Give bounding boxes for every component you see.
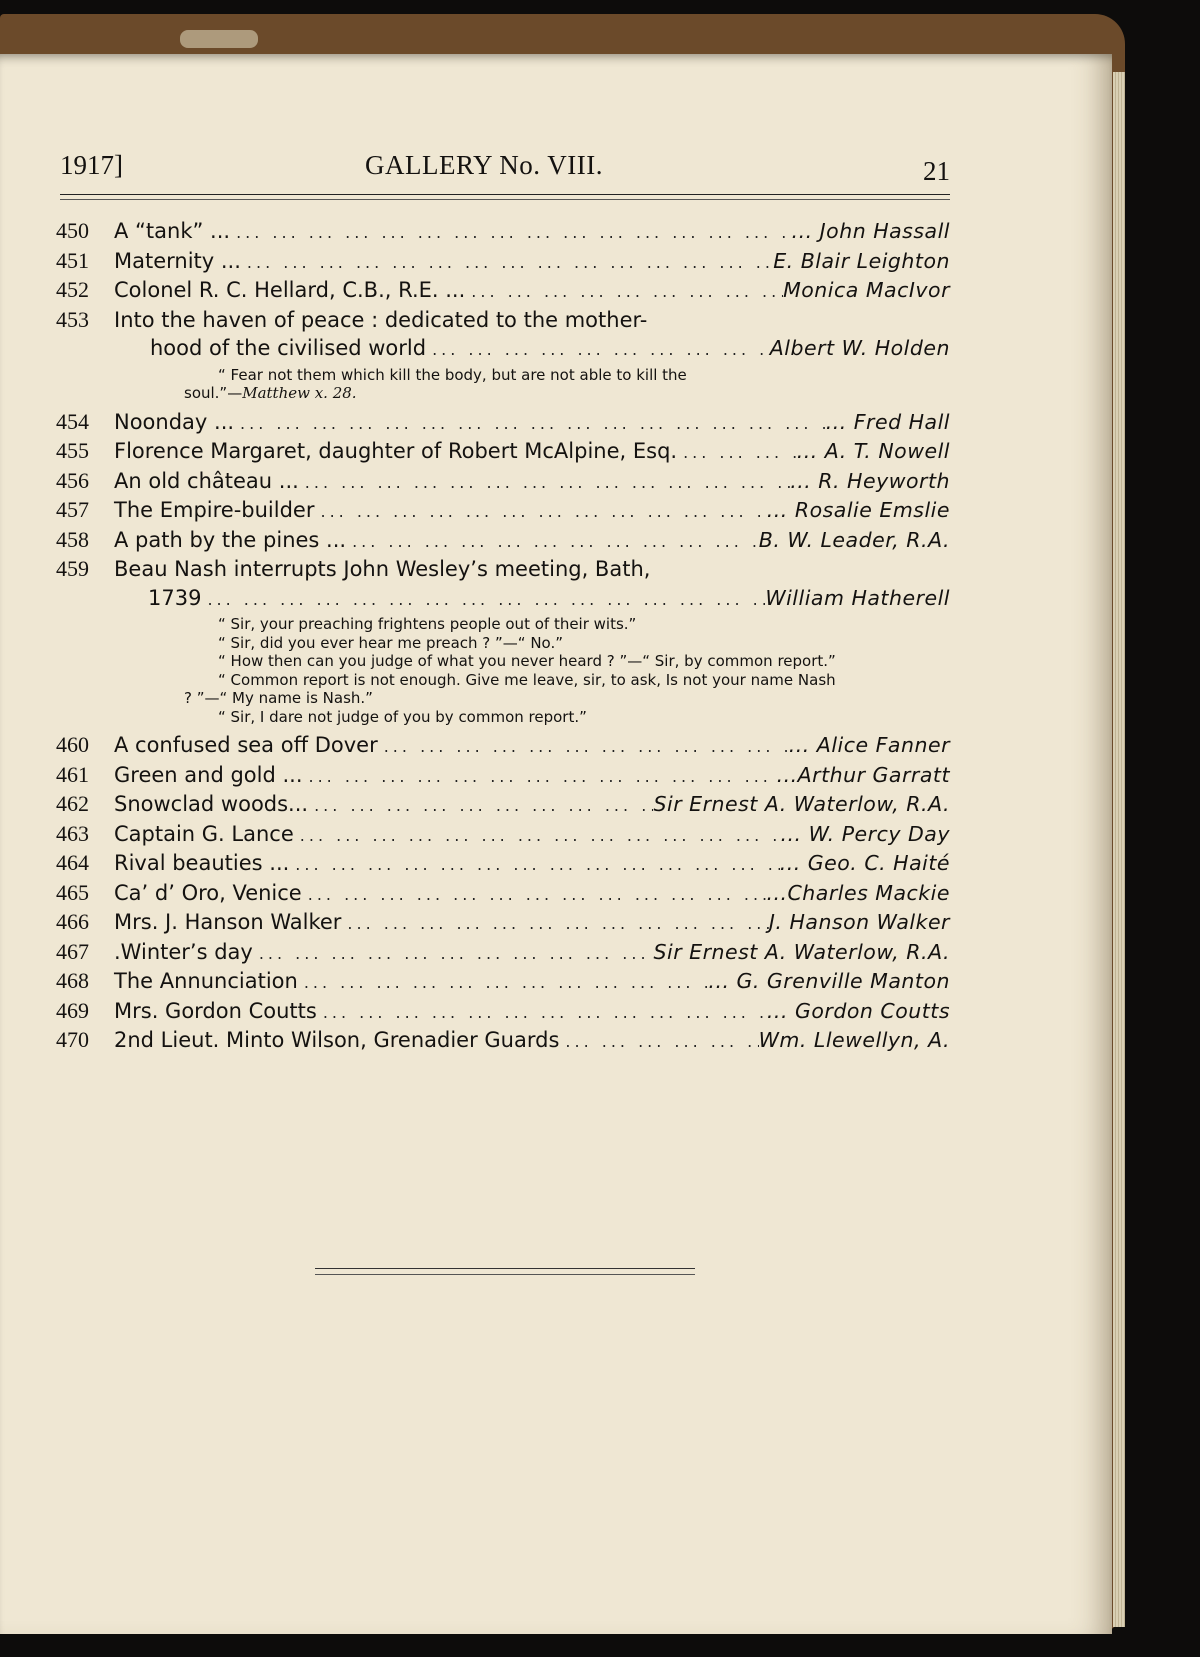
entry-title: Ca’ d’ Oro, Venice bbox=[114, 880, 302, 905]
catalogue-entry bbox=[56, 762, 950, 792]
entry-artist: ... Geo. C. Haité bbox=[779, 851, 950, 875]
entry-number: 450 bbox=[56, 218, 89, 243]
entry-title: A “tank” ... bbox=[114, 219, 231, 243]
entry-number: 461 bbox=[56, 761, 89, 787]
leader-dots bbox=[559, 1032, 758, 1051]
entry-number: 463 bbox=[56, 820, 89, 846]
entry-quotation bbox=[56, 366, 950, 403]
entry-artist: ... Rosalie Emslie bbox=[766, 498, 950, 522]
entry-artist: ...Charles Mackie bbox=[766, 880, 950, 905]
entry-title-continued: 1739 bbox=[148, 585, 202, 610]
catalogue-entry bbox=[56, 218, 950, 248]
entry-number: 459 bbox=[56, 556, 89, 581]
entry-artist: ... A. T. Nowell bbox=[796, 439, 950, 463]
entry-title: Captain G. Lance bbox=[114, 821, 294, 846]
entry-artist: ... R. Heyworth bbox=[790, 468, 950, 493]
entry-title: Into the haven of peace : dedicated to the mother- bbox=[114, 307, 648, 332]
end-rule bbox=[315, 1268, 695, 1269]
entry-artist: J. Hanson Walker bbox=[768, 910, 950, 934]
entry-artist: William Hatherell bbox=[765, 585, 950, 610]
catalogue-entries bbox=[56, 218, 950, 1057]
entry-number: 456 bbox=[56, 467, 89, 493]
catalogue-entry bbox=[56, 1027, 950, 1057]
catalogue-entry bbox=[56, 909, 950, 939]
leader-dots bbox=[426, 340, 770, 359]
leader-dots bbox=[465, 282, 783, 301]
entry-artist: Sir Ernest A. Waterlow, R.A. bbox=[653, 792, 950, 816]
entry-number: 464 bbox=[56, 850, 89, 875]
leader-dots bbox=[253, 944, 654, 963]
entry-number: 455 bbox=[56, 438, 89, 463]
entry-title: Snowclad woods... bbox=[114, 792, 309, 816]
leader-dots bbox=[314, 502, 766, 521]
catalogue-entry bbox=[56, 880, 950, 910]
leader-dots bbox=[303, 767, 777, 786]
dialogue-line: “ How then can you judge of what you never heard ? ”—“ Sir, by common report.” bbox=[218, 652, 836, 670]
entry-number: 470 bbox=[56, 1027, 89, 1052]
leader-dots bbox=[234, 414, 826, 433]
leader-dots bbox=[317, 1003, 767, 1022]
entry-artist: ... G. Grenville Manton bbox=[708, 969, 950, 993]
catalogue-entry bbox=[56, 939, 950, 969]
entry-number: 465 bbox=[56, 879, 89, 905]
entry-artist: ... Gordon Coutts bbox=[766, 998, 950, 1023]
leader-dots bbox=[201, 590, 765, 609]
dialogue-line: “ Sir, did you ever hear me preach ? ”—“ No.” bbox=[218, 633, 563, 652]
catalogue-entry bbox=[56, 732, 950, 762]
entry-title: An old château ... bbox=[114, 468, 299, 493]
catalogue-entry bbox=[56, 497, 950, 527]
catalogue-entry bbox=[56, 248, 950, 278]
catalogue-entry bbox=[56, 556, 950, 726]
entry-title: .Winter’s day bbox=[114, 939, 253, 964]
entry-number: 458 bbox=[56, 526, 89, 552]
entry-number: 454 bbox=[56, 408, 89, 434]
leader-dots bbox=[289, 855, 779, 874]
entry-artist: Albert W. Holden bbox=[769, 336, 950, 360]
entry-title: Green and gold ... bbox=[114, 762, 303, 787]
leader-dots bbox=[378, 737, 789, 756]
catalogue-entry bbox=[56, 821, 950, 851]
catalogue-entry bbox=[56, 468, 950, 498]
leader-dots bbox=[302, 885, 767, 904]
entry-title: The Annunciation bbox=[114, 969, 298, 993]
header-year: 1917] bbox=[60, 150, 123, 180]
entry-number: 460 bbox=[56, 732, 89, 757]
dialogue-line: “ Common report is not enough. Give me leave, sir, to ask, Is not your name Nash ? ”—“ My name is Nash.” bbox=[184, 670, 836, 707]
entry-number: 469 bbox=[56, 997, 89, 1023]
entry-title: Noonday ... bbox=[114, 409, 235, 434]
entry-dialogue bbox=[56, 615, 950, 726]
leader-dots bbox=[230, 223, 791, 242]
entry-title: A path by the pines ... bbox=[114, 527, 347, 552]
entry-artist: Monica MacIvor bbox=[783, 278, 950, 302]
leader-dots bbox=[346, 532, 759, 551]
entry-artist: E. Blair Leighton bbox=[773, 248, 950, 273]
entry-number: 457 bbox=[56, 497, 89, 522]
catalogue-entry bbox=[56, 968, 950, 998]
entry-artist: Wm. Llewellyn, A. bbox=[758, 1028, 950, 1052]
catalogue-entry bbox=[56, 409, 950, 439]
entry-number: 467 bbox=[56, 938, 89, 964]
spine-ornament bbox=[180, 30, 258, 48]
header-rule-thin bbox=[60, 199, 950, 200]
catalogue-entry bbox=[56, 527, 950, 557]
leader-dots bbox=[294, 826, 781, 845]
entry-title: Colonel R. C. Hellard, C.B., R.E. ... bbox=[114, 278, 466, 302]
entry-title: A confused sea off Dover bbox=[114, 733, 378, 757]
catalogue-entry bbox=[56, 998, 950, 1028]
leader-dots bbox=[341, 914, 768, 933]
entry-number: 452 bbox=[56, 277, 89, 302]
dialogue-line: “ Sir, your preaching frightens people out of their wits.” bbox=[218, 615, 637, 633]
entry-title: Beau Nash interrupts John Wesley’s meeting, Bath, bbox=[114, 557, 651, 581]
entry-artist: ...Arthur Garratt bbox=[776, 762, 950, 787]
leader-dots bbox=[299, 473, 790, 492]
dialogue-line: “ Sir, I dare not judge of you by common report.” bbox=[218, 707, 587, 726]
entry-title: 2nd Lieut. Minto Wilson, Grenadier Guards bbox=[114, 1028, 560, 1052]
leader-dots bbox=[308, 796, 653, 815]
entry-title: Rival beauties ... bbox=[114, 851, 290, 875]
entry-number: 462 bbox=[56, 791, 89, 816]
leader-dots bbox=[677, 443, 797, 462]
entry-title: Mrs. Gordon Coutts bbox=[114, 998, 317, 1023]
entry-title: Florence Margaret, daughter of Robert McAlpine, Esq. bbox=[114, 439, 678, 463]
page-number: 21 bbox=[923, 156, 950, 186]
entry-artist: Sir Ernest A. Waterlow, R.A. bbox=[653, 939, 950, 964]
entry-title: The Empire-builder bbox=[114, 498, 315, 522]
entry-title: Maternity ... bbox=[114, 248, 241, 273]
catalogue-entry bbox=[56, 850, 950, 880]
catalogue-entry bbox=[56, 307, 950, 403]
quote-end: soul.”— bbox=[184, 384, 243, 402]
entry-artist: ... John Hassall bbox=[791, 219, 950, 243]
catalogue-entry bbox=[56, 791, 950, 821]
header-rule bbox=[60, 194, 950, 195]
entry-artist: ... W. Percy Day bbox=[780, 821, 950, 846]
entry-number: 453 bbox=[56, 306, 89, 332]
entry-number: 451 bbox=[56, 247, 89, 273]
leader-dots bbox=[241, 253, 773, 272]
end-rule-thin bbox=[315, 1274, 695, 1275]
catalogue-entry bbox=[56, 277, 950, 307]
entry-artist: ... Fred Hall bbox=[825, 409, 950, 434]
entry-artist: B. W. Leader, R.A. bbox=[758, 527, 950, 552]
page-edges bbox=[1113, 72, 1125, 1627]
entry-title-continued: hood of the civilised world bbox=[150, 336, 427, 360]
entry-title: Mrs. J. Hanson Walker bbox=[114, 910, 342, 934]
quote-line: “ Fear not them which kill the body, but are not able to kill the bbox=[218, 365, 687, 384]
entry-number: 468 bbox=[56, 968, 89, 993]
entry-number: 466 bbox=[56, 909, 89, 934]
catalogue-entry bbox=[56, 438, 950, 468]
running-header bbox=[60, 150, 950, 190]
quote-source: Matthew x. 28. bbox=[242, 384, 357, 402]
header-title: GALLERY No. VIII. bbox=[365, 150, 603, 180]
leader-dots bbox=[298, 973, 709, 992]
entry-artist: ... Alice Fanner bbox=[788, 733, 950, 757]
